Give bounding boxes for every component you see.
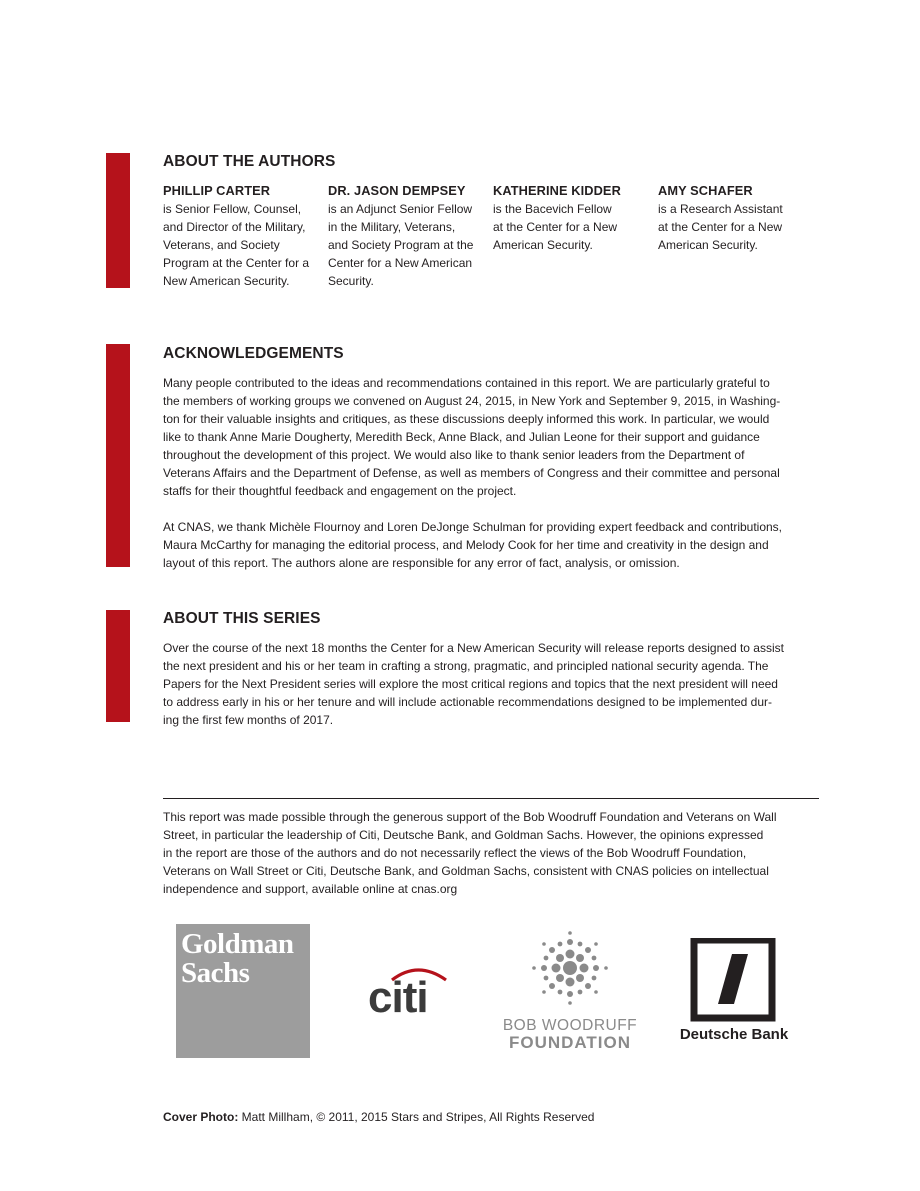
author-bio-line: and Director of the Military, <box>163 220 306 234</box>
starburst-icon <box>532 931 608 1005</box>
text-line: Maura McCarthy for managing the editorial process, and Melody Cook for her time and creativity in the design and <box>163 538 769 552</box>
author-bio-line: Center for a New American <box>328 256 473 270</box>
text-line: Many people contributed to the ideas and recommendations contained in this report. We are particularly grateful to <box>163 376 770 390</box>
text-line: This report was made possible through the generous support of the Bob Woodruff Foundation and Veterans on Wall <box>163 810 777 824</box>
text-line: ing the first few months of 2017. <box>163 713 334 727</box>
acknowledgements-section <box>163 345 823 572</box>
author-bio-line: is an Adjunct Senior Fellow <box>328 202 473 216</box>
support-statement <box>163 808 823 898</box>
author-bio-line: is the Bacevich Fellow <box>493 202 612 216</box>
author-bio-line: American Security. <box>658 238 758 252</box>
about-authors-heading: ABOUT THE AUTHORS <box>163 153 336 170</box>
author-amy-schafer <box>658 182 823 290</box>
acknowledgements-paragraph-2 <box>163 518 823 572</box>
text-line: independence and support, available online at cnas.org <box>163 882 458 896</box>
citi-wordmark: citi <box>368 973 428 1016</box>
text-line: Veterans Affairs and the Department of Defense, as well as members of Congress and their committee and personal <box>163 466 780 480</box>
section-marker-acknowledgements <box>106 344 130 567</box>
text-line: throughout the development of this project. We would also like to thank senior leaders from the Department of <box>163 448 745 462</box>
text-line: At CNAS, we thank Michèle Flournoy and Loren DeJonge Schulman for providing expert feedback and contributions, <box>163 520 783 534</box>
deutsche-bank-wordmark: Deutsche Bank <box>679 1026 789 1043</box>
about-series-heading: ABOUT THIS SERIES <box>163 610 321 627</box>
cover-photo-label: Cover Photo: <box>163 1110 239 1124</box>
author-bio-line: American Security. <box>493 238 593 252</box>
text-line: like to thank Anne Marie Dougherty, Meredith Beck, Anne Black, and Julian Leone for their support and guidance <box>163 430 760 444</box>
author-bio-line: New American Security. <box>163 274 290 288</box>
section-marker-authors <box>106 153 130 288</box>
author-name: PHILLIP CARTER <box>163 183 271 198</box>
text-line: in the report are those of the authors and do not necessarily reflect the views of the Bob Woodruff Foundation, <box>163 846 747 860</box>
author-phillip-carter <box>163 182 328 290</box>
text-line: Street, in particular the leadership of Citi, Deutsche Bank, and Goldman Sachs. However, the opinions expressed <box>163 828 764 842</box>
support-divider <box>163 798 819 799</box>
author-name: DR. JASON DEMPSEY <box>328 183 466 198</box>
about-series-paragraph <box>163 639 823 729</box>
deutsche-bank-logo <box>672 938 796 1048</box>
text-line: to address early in his or her tenure and will include actionable recommendations designed to be implemented dur- <box>163 695 773 709</box>
about-authors-section <box>163 153 823 290</box>
author-bio-line: in the Military, Veterans, <box>328 220 456 234</box>
authors-grid <box>163 182 823 290</box>
author-jason-dempsey <box>328 182 493 290</box>
bwf-line-2: FOUNDATION <box>508 1033 632 1052</box>
goldman-line: Goldman <box>181 928 294 960</box>
section-marker-series <box>106 610 130 722</box>
text-line: Veterans on Wall Street or Citi, Deutsche Bank, and Goldman Sachs, consistent with CNAS policies on intellectual <box>163 864 769 878</box>
sachs-line: Sachs <box>181 957 250 989</box>
text-line: the members of working groups we convened on August 24, 2015, in New York and September 9, 2015, in Washing- <box>163 394 781 408</box>
bob-woodruff-foundation-logo <box>500 928 640 1052</box>
author-bio-line: is a Research Assistant <box>658 202 783 216</box>
about-series-section <box>163 610 823 729</box>
author-bio-line: Program at the Center for a <box>163 256 310 270</box>
text-line: Papers for the Next President series will explore the most critical regions and topics that the next president will need <box>163 677 778 691</box>
bwf-line-1: BOB WOODRUFF <box>502 1017 638 1034</box>
cover-photo-text: Matt Millham, © 2011, 2015 Stars and Stripes, All Rights Reserved <box>238 1110 595 1124</box>
citi-logo <box>368 962 450 1016</box>
goldman-sachs-logo <box>176 924 310 1058</box>
cover-photo-credit <box>163 1108 594 1126</box>
text-line: Over the course of the next 18 months the Center for a New American Security will release reports designed to assist <box>163 641 784 655</box>
author-katherine-kidder <box>493 182 658 290</box>
author-bio-line: at the Center for a New <box>493 220 618 234</box>
author-bio-line: is Senior Fellow, Counsel, <box>163 202 302 216</box>
author-bio-line: Veterans, and Society <box>163 238 280 252</box>
author-bio-line: Security. <box>328 274 374 288</box>
acknowledgements-heading: ACKNOWLEDGEMENTS <box>163 345 344 362</box>
goldman-sachs-wordmark <box>181 930 294 988</box>
acknowledgements-paragraph-1 <box>163 374 823 500</box>
text-line: ton for their valuable insights and critiques, as these discussions deeply informed this work. In particular, we would <box>163 412 770 426</box>
text-line: layout of this report. The authors alone are responsible for any error of fact, analysis, or omission. <box>163 556 680 570</box>
author-bio-line: at the Center for a New <box>658 220 783 234</box>
author-bio-line: and Society Program at the <box>328 238 474 252</box>
author-name: KATHERINE KIDDER <box>493 183 621 198</box>
text-line: staffs for their thoughtful feedback and engagement on the project. <box>163 484 517 498</box>
text-line: the next president and his or her team in crafting a strong, pragmatic, and principled national security agenda. The <box>163 659 769 673</box>
deutsche-bank-slash-icon <box>694 940 772 1018</box>
author-name: AMY SCHAFER <box>658 183 753 198</box>
